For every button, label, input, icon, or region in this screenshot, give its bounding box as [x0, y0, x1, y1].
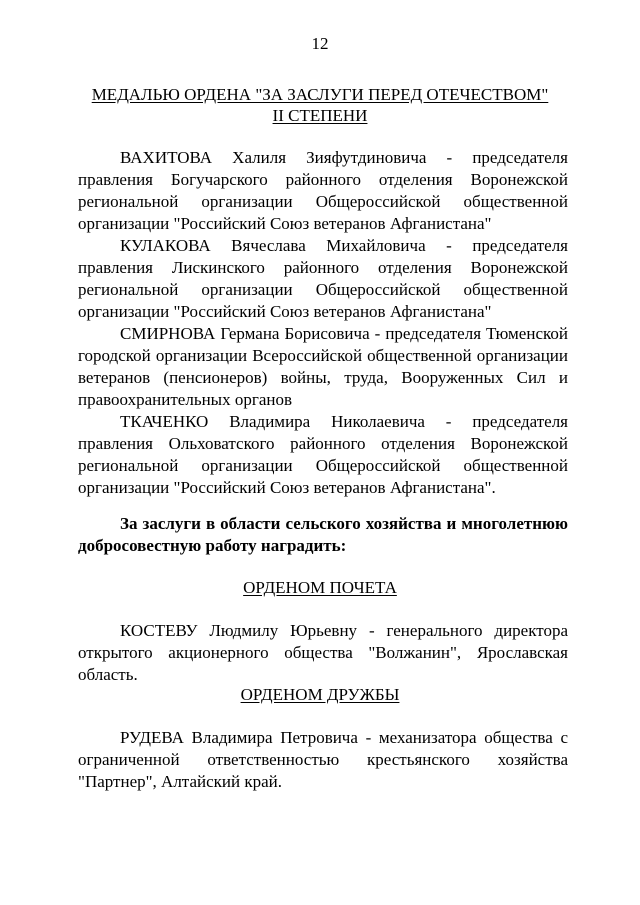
order-friendship-section — [78, 727, 568, 793]
medal-heading — [0, 84, 640, 105]
order-honor-section — [78, 620, 568, 686]
award-statement: За заслуги в области сельского хозяйства и многолетнюю добросовестную работу наградить: — [78, 514, 568, 555]
awardee-paragraph: РУДЕВА Владимира Петровича - механизатора общества с ограниченной ответственностью крестьянского хозяйства "Партнер", Алтайский край. — [78, 728, 568, 791]
awardee-paragraph: ВАХИТОВА Халиля Зияфутдиновича - председателя правления Богучарского районного отделения Воронежской региональной организации Общероссийской общественной организации "Российский Союз ветеранов Афганистана" — [78, 148, 568, 233]
awardee-paragraph: СМИРНОВА Германа Борисовича - председателя Тюменской городской организации Всероссийской общественной организации ветеранов (пенсионеров) войны, труда, Вооруженных Сил и правоохранительных органов — [78, 324, 568, 409]
medal-awardee-list — [78, 147, 568, 499]
awardee-paragraph: ТКАЧЕНКО Владимира Николаевича - председателя правления Ольховатского районного отделения Воронежской региональной организации Общероссийской общественной организации "Российский Союз ветеранов Афганистана". — [78, 412, 568, 497]
order-friendship-heading — [0, 684, 640, 705]
medal-heading-line2: II СТЕПЕНИ — [272, 106, 368, 125]
page-number: 12 — [311, 34, 329, 53]
medal-heading-degree — [0, 105, 640, 126]
medal-heading-line1: МЕДАЛЬЮ ОРДЕНА "ЗА ЗАСЛУГИ ПЕРЕД ОТЕЧЕСТВОМ" — [91, 85, 549, 104]
awardee-paragraph: КУЛАКОВА Вячеслава Михайловича - председателя правления Лискинского районного отделения Воронежской региональной организации Общероссийской общественной организации "Российский Союз ветеранов Афганистана" — [78, 236, 568, 321]
agriculture-section — [78, 513, 568, 557]
order-honor-heading — [0, 577, 640, 598]
order-friendship-heading-text: ОРДЕНОМ ДРУЖБЫ — [240, 685, 400, 704]
awardee-paragraph: КОСТЕВУ Людмилу Юрьевну - генерального директора открытого акционерного общества "Волжанин", Ярославская область. — [78, 621, 568, 684]
order-honor-heading-text: ОРДЕНОМ ПОЧЕТА — [243, 578, 397, 597]
